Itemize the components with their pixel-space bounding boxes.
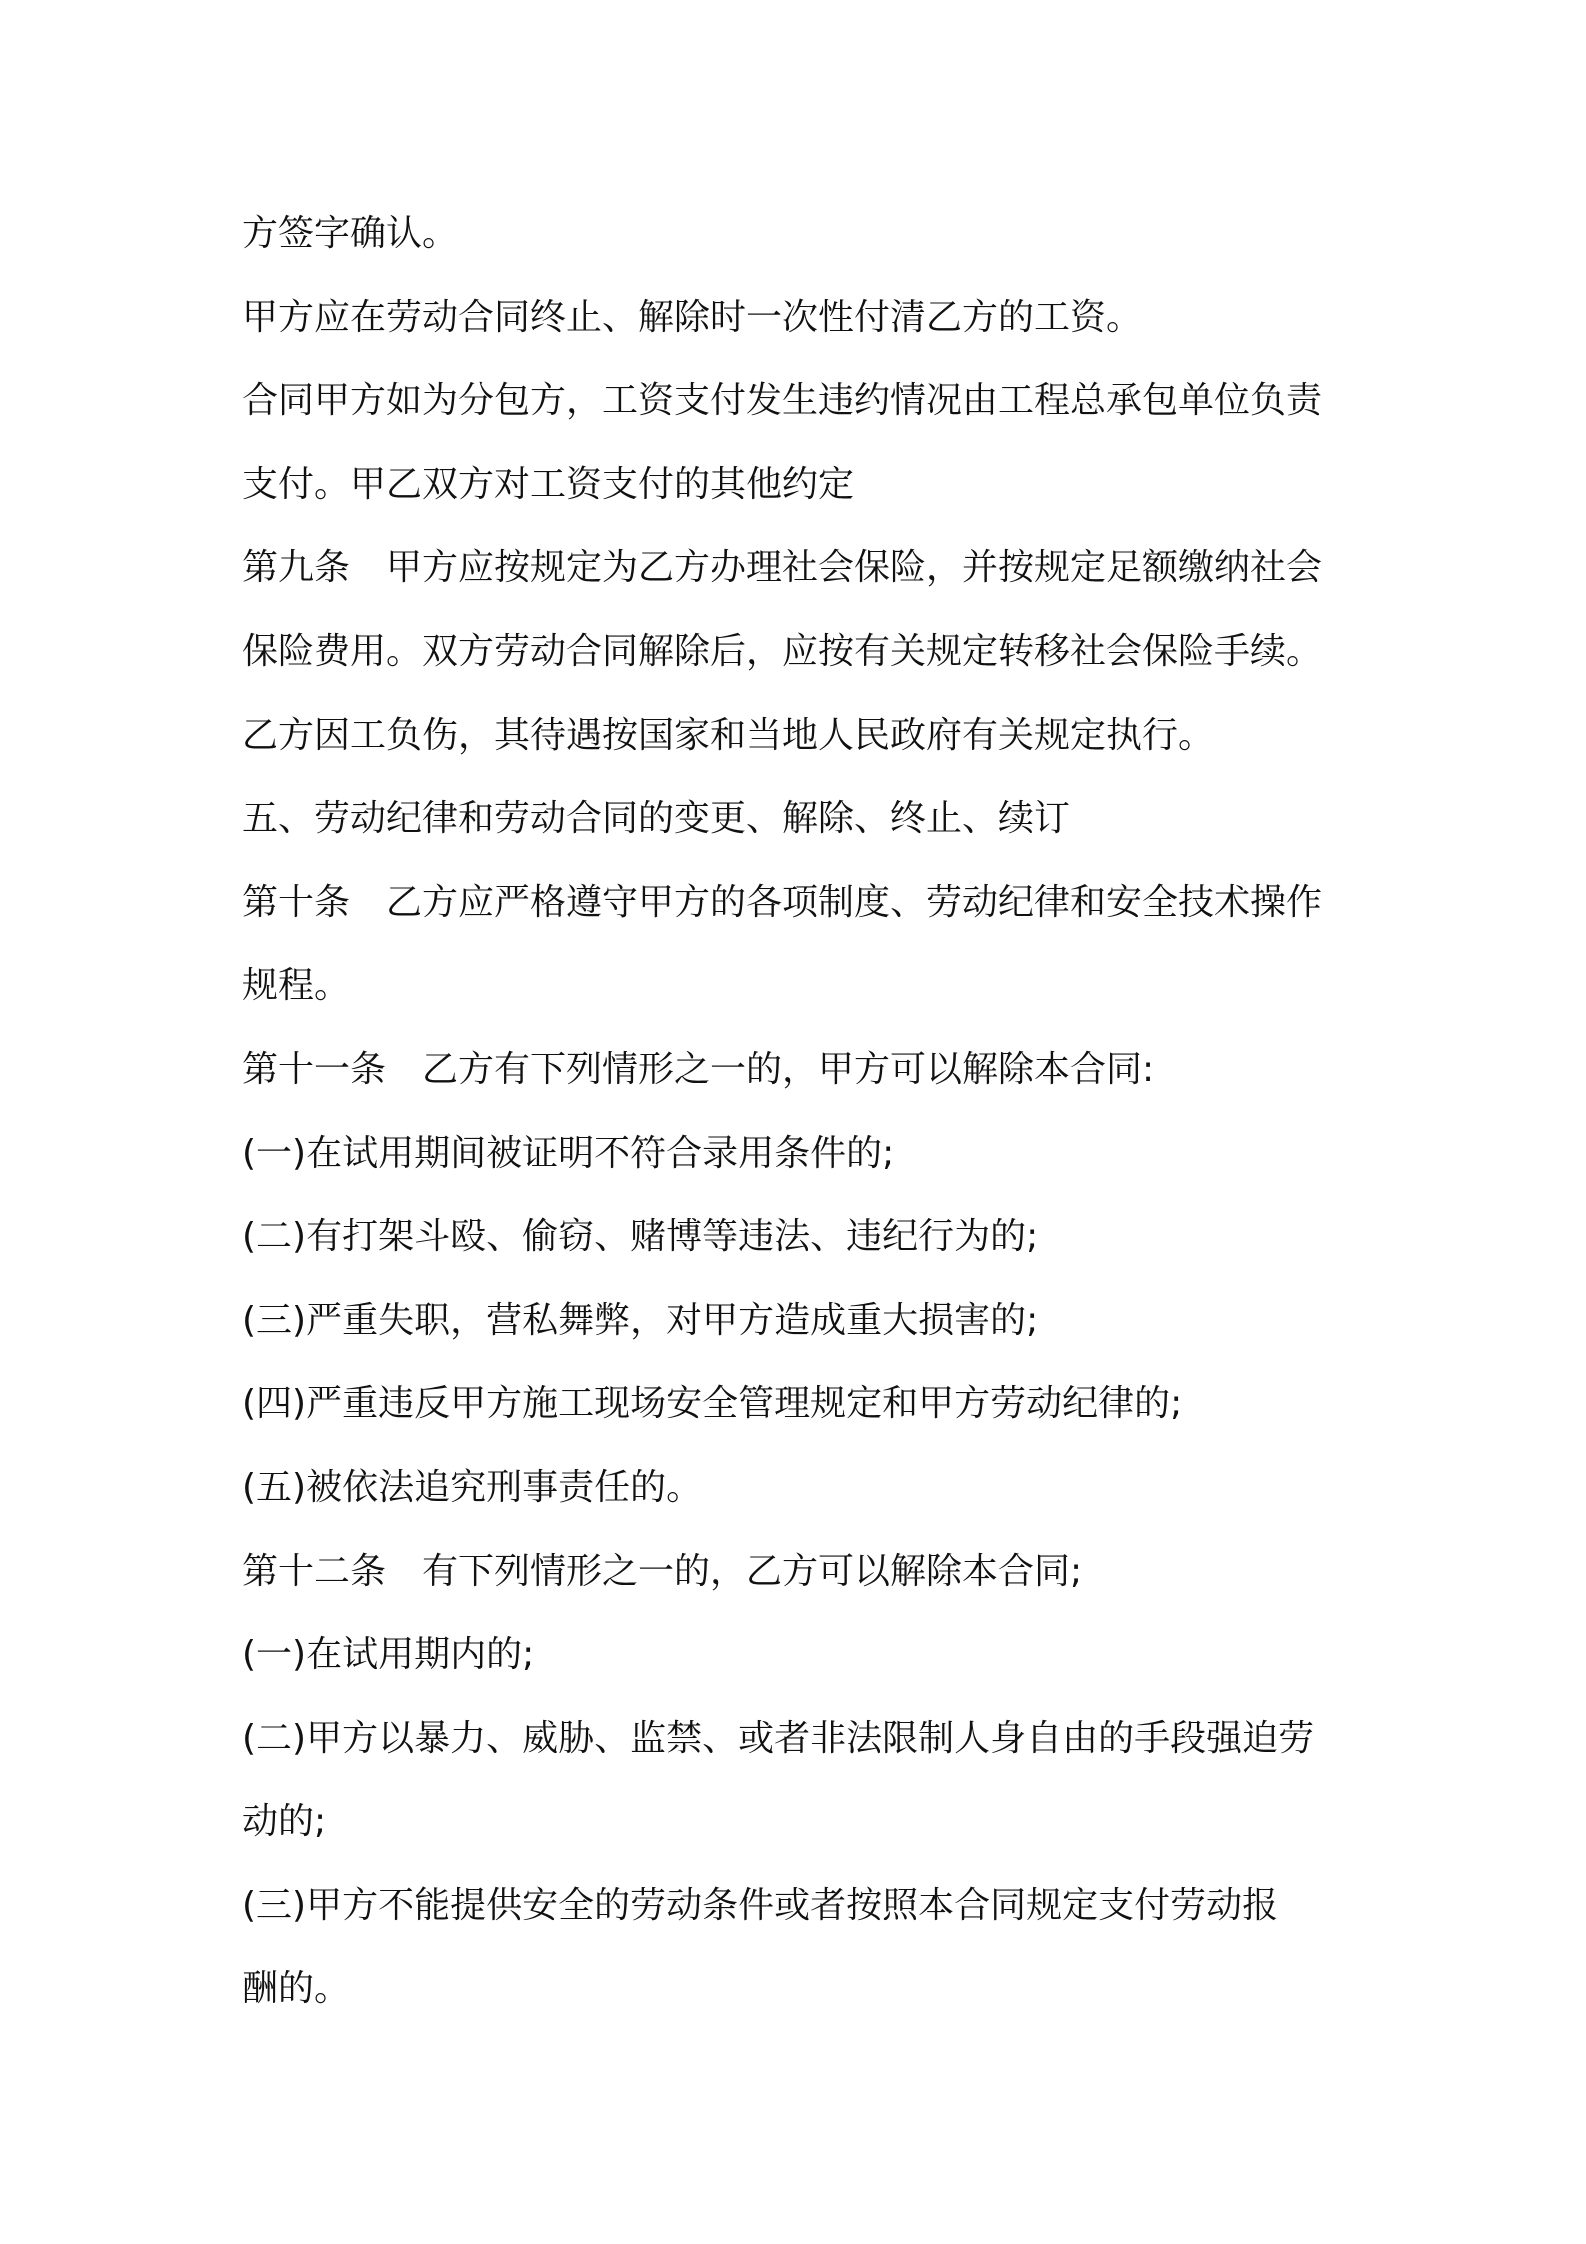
text-line: 方签字确认。: [242, 213, 459, 254]
article-12-heading: 第十二条 有下列情形之一的，乙方可以解除本合同;: [242, 1550, 1083, 1592]
text-line: 甲方应在劳动合同终止、解除时一次性付清乙方的工资。: [242, 296, 1143, 338]
list-item: (三)甲方不能提供安全的劳动条件或者按照本合同规定支付劳动报: [242, 1884, 1279, 1926]
list-item: (一)在试用期间被证明不符合录用条件的;: [242, 1132, 895, 1174]
article-11-heading: 第十一条 乙方有下列情形之一的，甲方可以解除本合同:: [242, 1048, 1155, 1090]
article-9-heading: 第九条 甲方应按规定为乙方办理社会保险，并按规定足额缴纳社会: [242, 547, 1323, 589]
text-line: 规程。: [242, 965, 351, 1007]
list-item: (一)在试用期内的;: [242, 1634, 535, 1676]
text-line: 保险费用。双方劳动合同解除后，应按有关规定转移社会保险手续。: [242, 630, 1323, 672]
text-line: 乙方因工负伤，其待遇按国家和当地人民政府有关规定执行。: [242, 714, 1215, 756]
section-5-heading: 五、劳动纪律和劳动合同的变更、解除、终止、续订: [242, 798, 1071, 840]
list-item: (二)甲方以暴力、威胁、监禁、或者非法限制人身自由的手段强迫劳: [242, 1717, 1315, 1759]
text-line: 动的;: [242, 1801, 327, 1843]
article-10-heading: 第十条 乙方应严格遵守甲方的各项制度、劳动纪律和安全技术操作: [242, 881, 1323, 923]
list-item: (四)严重违反甲方施工现场安全管理规定和甲方劳动纪律的;: [242, 1383, 1183, 1425]
list-item: (五)被依法追究刑事责任的。: [242, 1466, 703, 1508]
text-line: 酬的。: [242, 1968, 351, 2010]
text-line: 合同甲方如为分包方，工资支付发生违约情况由工程总承包单位负责: [242, 380, 1323, 422]
document-body: [242, 192, 1362, 2031]
list-item: (二)有打架斗殴、偷窃、赌博等违法、违纪行为的;: [242, 1216, 1039, 1258]
text-line: 支付。甲乙双方对工资支付的其他约定: [242, 463, 855, 505]
list-item: (三)严重失职，营私舞弊，对甲方造成重大损害的;: [242, 1299, 1039, 1341]
